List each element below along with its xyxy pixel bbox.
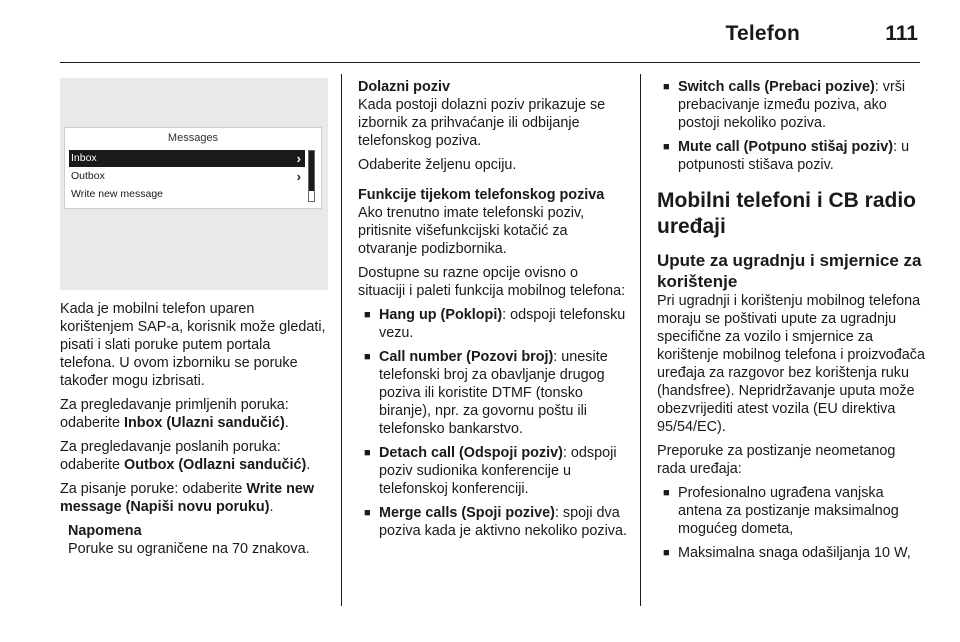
column-divider-2 bbox=[640, 74, 641, 606]
column-divider-1 bbox=[341, 74, 342, 606]
list-item: ■ Mute call (Potpuno stišaj poziv): u potpunosti stišava poziv. bbox=[663, 139, 910, 173]
messages-screen-illustration bbox=[60, 78, 328, 290]
page-header-title: Telefon bbox=[725, 22, 800, 45]
call-options-list-continued bbox=[663, 78, 925, 174]
column-1 bbox=[60, 300, 328, 564]
bullet-square-icon: ■ bbox=[663, 547, 670, 559]
bullet-square-icon: ■ bbox=[663, 487, 670, 499]
write-instruction: Za pisanje poruke: odaberite Write new message (Napiši novu poruku). bbox=[60, 481, 315, 515]
installation-paragraph: Pri ugradnji i korištenju mobilnog telefona moraju se poštivati upute za ugradnju specifične za vozilo i smjernice za korištenje mobilnog telefona i proizvođača uređaja za razgovor bez korištenja ruku (handsfree). Nepridržavanje uputa može obezvrijediti atest vozila (EU direktiva 95/54/EC). bbox=[657, 293, 925, 435]
choose-option-text: Odaberite željenu opciju. bbox=[358, 157, 517, 173]
column-3 bbox=[657, 78, 925, 568]
incoming-call-heading: Dolazni poziv bbox=[358, 79, 450, 95]
list-item: ■ Profesionalno ugrađena vanjska antena za postizanje maksimalnog mogućeg dometa, bbox=[663, 485, 899, 537]
note-title: Napomena bbox=[68, 523, 142, 539]
outbox-instruction: Za pregledavanje poslanih poruka: odaberite Outbox (Odlazni sandučić). bbox=[60, 439, 311, 473]
bullet-square-icon: ■ bbox=[663, 141, 670, 153]
options-text: Dostupne su razne opcije ovisno o situaciji i paleti funkcija mobilnog telefona: bbox=[358, 265, 626, 299]
recommendations-paragraph: Preporuke za postizanje neometanog rada uređaja: bbox=[657, 443, 896, 477]
column-2 bbox=[358, 78, 628, 546]
subsection-heading: Upute za ugradnju i smjernice za korištenje bbox=[657, 251, 922, 291]
menu-item-outbox[interactable] bbox=[69, 168, 305, 185]
functions-heading: Funkcije tijekom telefonskog poziva bbox=[358, 187, 605, 203]
scrollbar-thumb[interactable] bbox=[309, 151, 314, 191]
menu-item-inbox[interactable] bbox=[69, 150, 305, 167]
page-number: 111 bbox=[885, 22, 918, 45]
menu-item-write-new-message[interactable] bbox=[69, 186, 305, 203]
menu-item-label: Outbox bbox=[71, 170, 105, 182]
bullet-square-icon: ■ bbox=[364, 447, 371, 459]
list-item: ■ Maksimalna snaga odašiljanja 10 W, bbox=[663, 545, 911, 561]
header-rule bbox=[60, 62, 920, 63]
bullet-square-icon: ■ bbox=[364, 507, 371, 519]
menu-item-label: Inbox bbox=[71, 152, 97, 164]
list-item: ■ Merge calls (Spoji pozive): spoji dva poziva kada je aktivno nekoliko poziva. bbox=[364, 505, 627, 539]
recommendations-list bbox=[663, 484, 925, 562]
note-text: Poruke su ograničene na 70 znakova. bbox=[68, 541, 310, 557]
bullet-square-icon: ■ bbox=[663, 81, 670, 93]
list-item: ■ Detach call (Odspoji poziv): odspoji poziv sudionika konferencije u telefonskoj konferenciji. bbox=[364, 445, 617, 497]
messages-menu bbox=[64, 127, 322, 209]
call-options-list bbox=[364, 306, 628, 540]
functions-text: Ako trenutno imate telefonski poziv, pritisnite višefunkcijski kotačić za otvaranje podizbornika. bbox=[358, 205, 585, 257]
incoming-call-text: Kada postoji dolazni poziv prikazuje se izbornik za prihvaćanje ili odbijanje telefonskog poziva. bbox=[358, 97, 606, 149]
intro-paragraph: Kada je mobilni telefon uparen korištenjem SAP-a, korisnik može gledati, pisati i slati poruke putem portala telefona. U ovom izborniku se poruke također mogu izbrisati. bbox=[60, 301, 326, 389]
menu-title: Messages bbox=[167, 132, 219, 144]
bullet-square-icon: ■ bbox=[364, 351, 371, 363]
list-item: ■ Switch calls (Prebaci pozive): vrši prebacivanje između poziva, ako postoji nekoliko poziva. bbox=[663, 79, 906, 131]
section-heading: Mobilni telefoni i CB radio uređaji bbox=[657, 189, 916, 238]
inbox-instruction: Za pregledavanje primljenih poruka: odaberite Inbox (Ulazni sandučić). bbox=[60, 397, 289, 431]
list-item: ■ Call number (Pozovi broj): unesite telefonski broj za obavljanje drugog poziva ili koristite DTMF (tonsko biranje), npr. za govornu poštu ili telefonsko bankarstvo. bbox=[364, 349, 608, 437]
list-item: ■ Hang up (Poklopi): odspoji telefonsku vezu. bbox=[364, 307, 626, 341]
chevron-right-icon: › bbox=[296, 151, 301, 166]
note-block bbox=[68, 522, 328, 558]
menu-scrollbar[interactable] bbox=[308, 150, 315, 202]
chevron-right-icon: › bbox=[296, 169, 301, 184]
menu-item-label: Write new message bbox=[71, 188, 164, 200]
bullet-square-icon: ■ bbox=[364, 309, 371, 321]
